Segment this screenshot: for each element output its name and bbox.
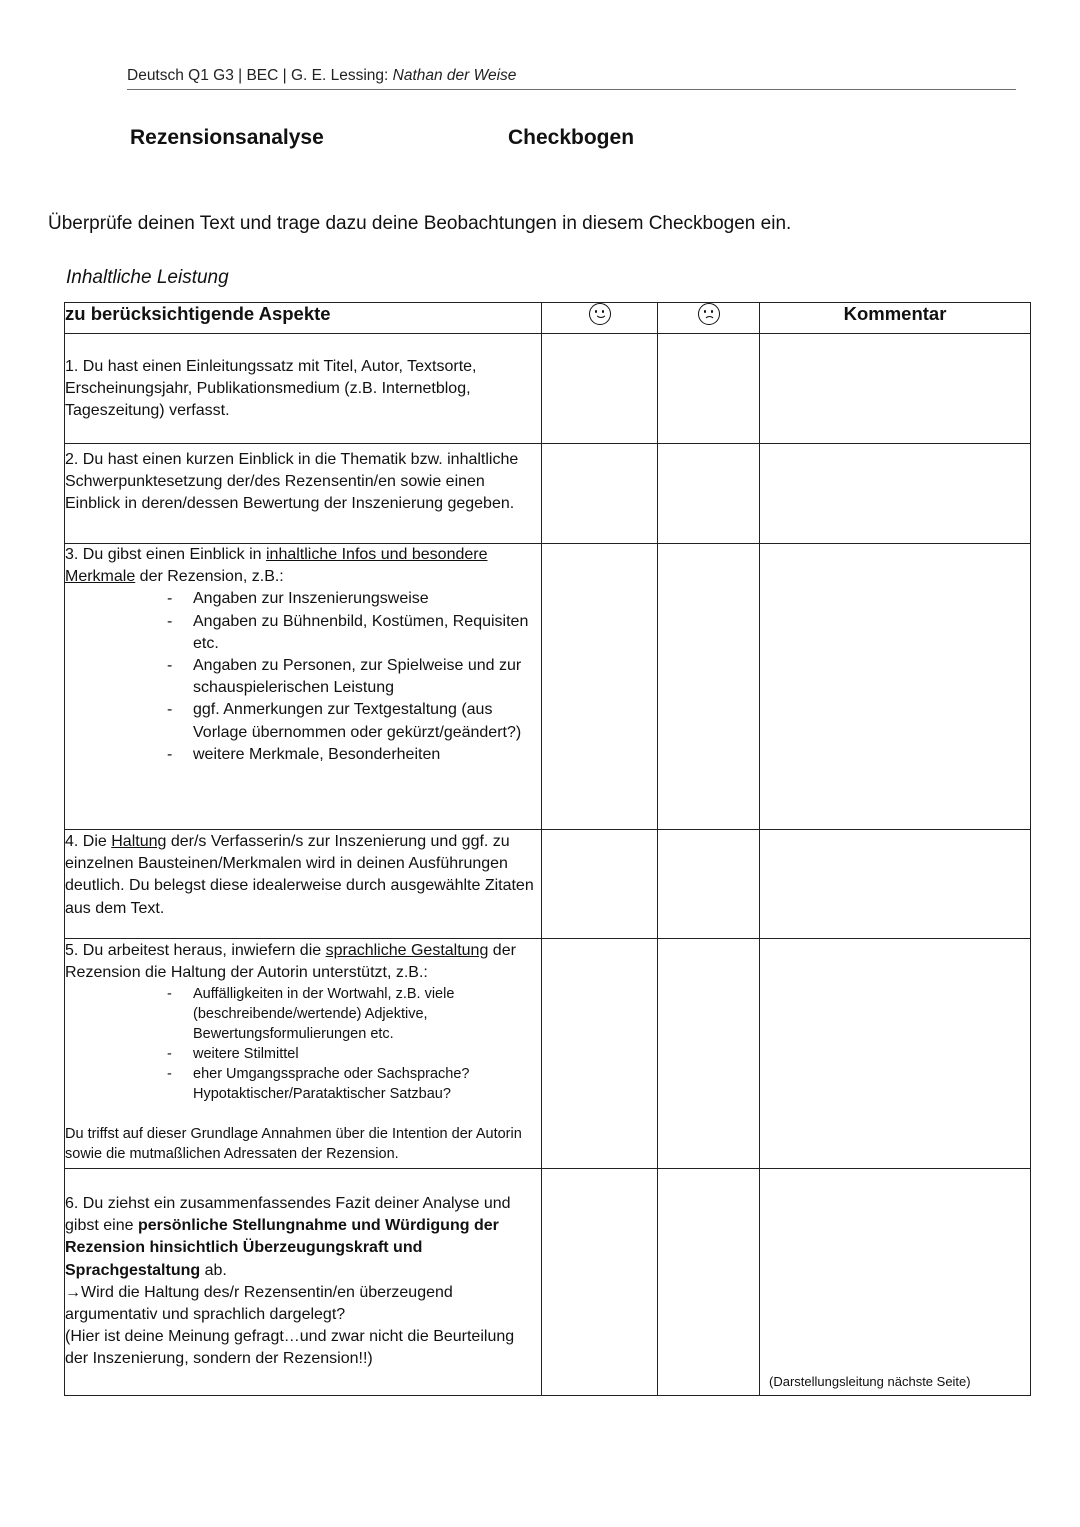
header-positive [542,303,658,334]
negative-check-cell-6[interactable] [658,1169,760,1396]
smiley-sad-icon [698,303,720,325]
table-row [65,544,1031,830]
aspect-cell-5 [65,939,542,1169]
document-header [127,67,1016,90]
aspect-text-4-b: der/s Verfasserin/s zur Inszenierung und ggf. zu einzelnen Bausteinen/Merkmalen wird in deinen Ausführungen deutlich. Du belegst diese idealerweise durch ausgewählte Zitaten aus dem Text. [65,833,534,917]
positive-check-cell-5[interactable] [542,939,658,1169]
list-item: - eher Umgangssprache oder Sachsprache? Hypotaktischer/Parataktischer Satzbau? [165,1064,541,1104]
aspect-text-6-b: ab. [200,1261,227,1279]
aspect-cell-3 [65,544,542,830]
aspect-intro-5-underlined: sprachliche Gestaltung [325,942,489,959]
negative-check-cell-4[interactable] [658,830,760,939]
positive-check-cell-4[interactable] [542,830,658,939]
negative-check-cell-3[interactable] [658,544,760,830]
aspect-list-5 [65,984,541,1104]
header-work-title: Nathan der Weise [392,67,517,84]
aspect-cell-6 [65,1169,542,1396]
negative-check-cell-5[interactable] [658,939,760,1169]
table-row [65,334,1031,444]
header-course-info: Deutsch Q1 G3 | BEC | G. E. Lessing: [127,67,393,84]
aspect-intro-5 [65,939,541,984]
header-negative [658,303,760,334]
aspect-intro-5-b: der Rezension die Haltung der Autorin unterstützt, z.B.: [65,942,516,982]
list-item: - Angaben zur Inszenierungsweise [165,588,541,610]
instruction-text: Überprüfe deinen Text und trage dazu deine Beobachtungen in diesem Checkbogen ein. [48,213,792,234]
aspect-text-4-a: 4. Die [65,833,112,850]
aspect-text-4 [65,830,541,920]
list-item: - Angaben zu Personen, zur Spielweise und zur schauspielerischen Leistung [165,655,541,699]
page-title: Rezensionsanalyse [130,126,324,149]
aspect-note-6: (Hier ist deine Meinung gefragt…und zwar nicht die Beurteilung der Inszenierung, sondern der Rezension!!) [65,1328,515,1368]
list-item: - weitere Merkmale, Besonderheiten [165,744,541,766]
positive-check-cell-6[interactable] [542,1169,658,1396]
comment-cell-3[interactable] [760,544,1031,830]
comment-cell-1[interactable] [760,334,1031,444]
aspect-text-2: 2. Du hast einen kurzen Einblick in die Thematik bzw. inhaltliche Schwerpunktesetzung der/des Rezensentin/en sowie einen Einblick in deren/dessen Bewertung der Inszenierung gegeben. [65,451,519,513]
header-comment: Kommentar [760,303,1031,334]
aspect-text-1: 1. Du hast einen Einleitungssatz mit Titel, Autor, Textsorte, Erscheinungsjahr, Publikationsmedium (z.B. Internetblog, Tageszeitung) verfasst. [65,358,477,420]
aspect-question-6: →Wird die Haltung des/r Rezensentin/en überzeugend argumentativ und sprachlich dargelegt? [65,1283,453,1324]
list-item: - ggf. Anmerkungen zur Textgestaltung (aus Vorlage übernommen oder gekürzt/geändert?) [165,699,541,743]
aspect-text-6-a: 6. Du ziehst ein zusammenfassendes Fazit deiner Analyse und gibst eine [65,1195,511,1235]
list-item: - weitere Stilmittel [165,1044,541,1064]
aspect-cell-1 [65,334,542,444]
negative-check-cell-2[interactable] [658,444,760,544]
next-page-note: (Darstellungsleitung nächste Seite) [769,1374,971,1389]
aspect-intro-3 [65,544,541,588]
aspect-cell-2 [65,444,542,544]
header-aspects: zu berücksichtigende Aspekte [65,303,542,334]
aspect-cell-4 [65,830,542,939]
comment-cell-5[interactable] [760,939,1031,1169]
table-header-row [65,303,1031,334]
aspect-intro-5-a: 5. Du arbeitest heraus, inwiefern die [65,942,326,959]
aspect-text-6 [65,1169,541,1282]
aspect-intro-3-a: 3. Du gibst einen Einblick in [65,546,266,563]
comment-cell-4[interactable] [760,830,1031,939]
aspect-text-6-bold: persönliche Stellungnahme und Würdigung der Rezension hinsichtlich Überzeugungskraft und Sprachgestaltung [65,1217,499,1279]
aspect-intro-3-b: der Rezension, z.B.: [135,568,284,586]
table-row [65,444,1031,544]
page-subtitle: Checkbogen [508,126,635,149]
negative-check-cell-1[interactable] [658,334,760,444]
list-item: - Auffälligkeiten in der Wortwahl, z.B. viele (beschreibende/wertende) Adjektive, Bewertungsformulierungen etc. [165,984,541,1044]
smiley-happy-icon [589,303,611,325]
table-row [65,939,1031,1169]
comment-cell-6[interactable] [760,1169,1031,1396]
aspect-outro-5: Du triffst auf dieser Grundlage Annahmen über die Intention der Autorin sowie die mutmaßlichen Adressaten der Rezension. [65,1126,522,1163]
positive-check-cell-2[interactable] [542,444,658,544]
aspect-text-4-underlined: Haltung [111,833,167,850]
aspect-intro-3-underlined: inhaltliche Infos und besondere Merkmale [65,546,488,586]
list-item: - Angaben zu Bühnenbild, Kostümen, Requisiten etc. [165,611,541,655]
positive-check-cell-1[interactable] [542,334,658,444]
aspect-list-3 [65,588,541,766]
section-title: Inhaltliche Leistung [66,267,229,288]
comment-cell-2[interactable] [760,444,1031,544]
checklist-table [64,302,1031,1396]
table-row [65,1169,1031,1396]
positive-check-cell-3[interactable] [542,544,658,830]
table-row [65,830,1031,939]
